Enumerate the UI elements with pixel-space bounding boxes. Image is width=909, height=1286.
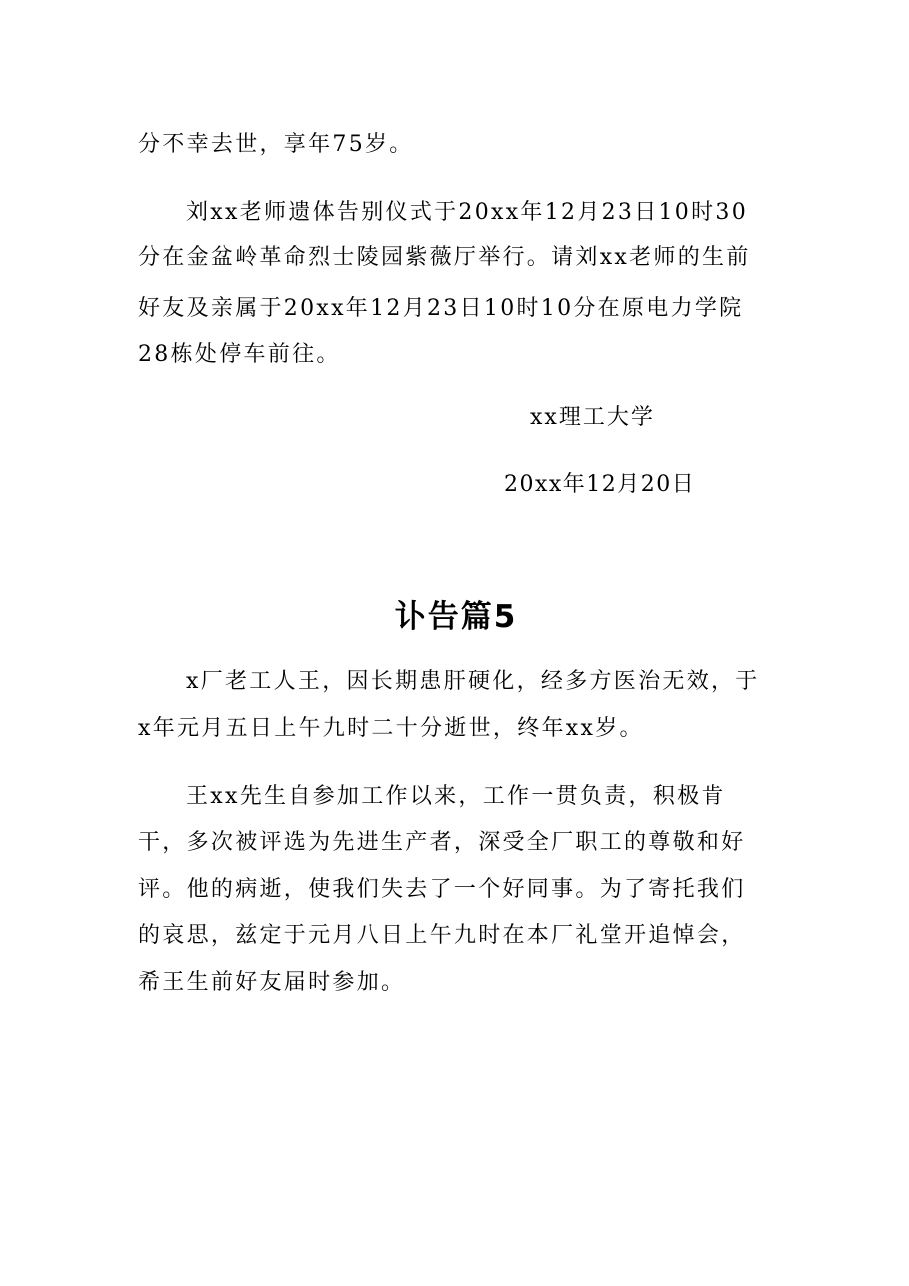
paragraph-line: 分在金盆岭革命烈士陵园紫薇厅举行。请刘xx老师的生前	[138, 245, 751, 270]
section-heading: 讣告篇5	[394, 599, 518, 635]
paragraph-line: x厂老工人王，因长期患肝硬化，经多方医治无效，于	[186, 669, 760, 694]
paragraph-line: 王xx先生自参加工作以来，工作一贯负责，积极肯	[186, 784, 726, 809]
paragraph-line: 希王生前好友届时参加。	[138, 970, 406, 995]
paragraph-line: 好友及亲属于20xx年12月23日10时10分在原电力学院	[138, 296, 744, 321]
paragraph-line: 评。他的病逝，使我们失去了一个好同事。为了寄托我们	[138, 877, 746, 902]
paragraph-line: 28栋处停车前往。	[138, 342, 341, 367]
paragraph-line: 分不幸去世，享年75岁。	[138, 132, 414, 157]
paragraph-line: 的哀思，兹定于元月八日上午九时在本厂礼堂开追悼会，	[138, 923, 746, 948]
paragraph-line: x年元月五日上午九时二十分逝世，终年xx岁。	[138, 716, 644, 741]
signature-date: 20xx年12月20日	[504, 472, 696, 497]
paragraph-line: 干，多次被评选为先进生产者，深受全厂职工的尊敬和好	[138, 830, 746, 855]
paragraph-line: 刘xx老师遗体告别仪式于20xx年12月23日10时30	[186, 200, 749, 225]
signature-organization: xx理工大学	[530, 405, 655, 430]
